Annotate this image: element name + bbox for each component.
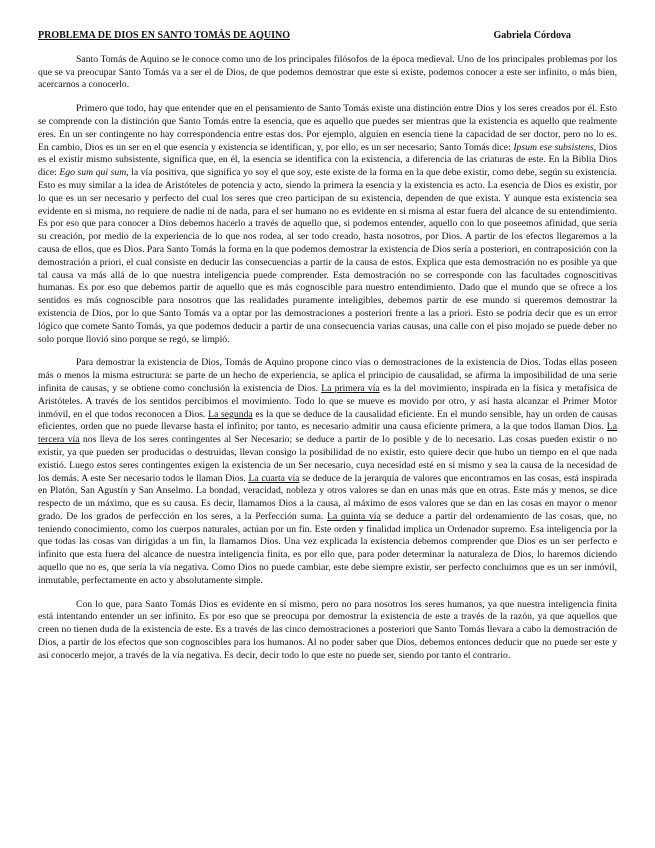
fourth-way-label: La cuarta vía xyxy=(248,472,300,484)
text-run: Para demostrar la existencia de Dios, Tomás de Aquino propone cinco vías o demostraciones de la existencia de Dios. Todas ellas poseen más o menos la misma estructura: se parte de un hecho de experiencia, se aplica el principio de causalidad, se afirma la imposibilidad de una serie infinita de causas, y se obtiene como conclusión la existencia de Dios. xyxy=(38,357,617,394)
latin-quote-ipsum: Ipsum ese subsistens xyxy=(513,141,594,153)
text-run: es la del movimiento, inspirada en la física y metafísica de Aristóteles. A través de los sentidos percibimos el movimiento. Todo lo que se mueve es movido por otro, y así hasta alcanzar el Primer Motor inmóvil, en el que todos reconocen a Dios. xyxy=(38,382,617,420)
text-run: nos lleva de los seres contingentes al Ser Necesario; se deduce a partir de lo posible y de lo necesario. Las cosas pueden existir o no existir, ya que pueden ser producidas o destruidas, llevan consigo la posibilidad de no existir, esto quiere decir que hubo un tiempo en el que nada existió. Luego estos seres contingentes exigen la existencia de un Ser necesario, cuya necesidad esté en sí mismo y sea la causa de la necesidad de los demás. A este Ser necesario todos le llaman Dios. xyxy=(38,434,617,484)
second-way-label: La segunda xyxy=(208,408,253,420)
third-way-label: La tercera vía xyxy=(38,421,617,446)
author-name: Gabriela Córdova xyxy=(493,30,571,41)
text-run: , la vía positiva, que significa yo soy el que soy, este existe de la forma en la que debe existir, como debe, según su existencia. Esto es muy similar a la idea de Aristóteles de potencia y acto, siendo la primera la esencia y la existencia es acto. La esencia de Dios es existir, por lo que es un ser necesario y perfecto del cual los seres que creo participan de su existencia, dependen de que exista. Y aunque esta existencia sea evidente en si misma, no requiere de nadie ni de nada, para el ser humano no es evidente en si misma al estar fuera del alcance de su entendimiento. Es por eso que para conocer a Dios debemos hacerlo a través de aquello que, si podemos entender, aquello con lo que poseemos afinidad, que sería su creación, por medio de la experiencia de lo que nos rodea, al ser todo creado, hasta nosotros, por Dios. A partir de los efectos llegaremos a la causa de ellos, que es Dios. Para Santo Tomás la forma en la que podemos demostrar la existencia de Dios sería a posteriori, en contraposición con la demostración a priori, el cual consiste en deducir las consecuencias a partir de la causa de estos. Explica que esta demostración no es posible ya que tal causa va más allá de lo que nuestra inteligencia puede comprender. Esta demostración no se corresponde con las facultades cognoscitivas humanas. Es por eso que debemos partir de aquello que es más cognoscible para nuestro entendimiento. Dado que el mundo que se ofrece a los sentidos es más cognoscible para nosotros que las realidades puramente inteligibles, debemos partir de ese mundo si queremos demostrar la existencia de Dios, por lo que Santo Tomás va a optar por las demostraciones a posteriori frente a las a priori. Esto se podría decir que es un error lógico que comete Santo Tomás, ya que podemos deducir a partir de una consecuencia varias causas, una calle con el piso mojado se puede deber no solo porque llovió sino porque se regó, se limpió. xyxy=(38,167,617,345)
document-header xyxy=(38,30,617,43)
paragraph-intro: Santo Tomás de Aquino se le conoce como uno de los principales filósofos de la época medieval. Uno de los principales problemas por los que se va preocupar Santo Tomás va a ser el de Dios, de que podemos demostrar que este si existe, podemos conocer a este ser infinito, o más bien, acercarnos a conocerlo. xyxy=(38,53,617,91)
fifth-way-label: La quinta vía xyxy=(327,510,381,522)
text-run: se deduce de la jerarquía de valores que encontramos en las cosas, está inspirada en Platón, San Agustín y San Anselmo. La bondad, veracidad, nobleza y otros valores se dan en unas más que en otras. Este más y menos, se dice respecto de un máximo, que es su causa. Es decir, llamamos Dios a la causa, al máximo de esos valores que se dan en las cosas en mayor o menor grado. De los grados de perfección en los seres, a la Perfección suma. xyxy=(38,472,617,522)
text-run: es la que se deduce de la causalidad eficiente. En el mundo sensible, hay un orden de causas eficientes, orden que no puede llevarse hasta el infinito; por tanto, es necesario admitir una causa eficiente primera, a la que todos llaman Dios. xyxy=(38,408,617,433)
text-run: Primero que todo, hay que entender que en el pensamiento de Santo Tomás existe una distinción entre Dios y los seres creados por él. Esto se comprende con la distinción que Santo Tomás entre la esencia, que es aquello que puedes ser mientras que la existencia es aquello que realmente eres. En un ser contingente no hay correspondencia entre estas dos. Por ejemplo, alguien en esencia tiene la capacidad de ser doctor, pero no lo es. En cambio, Dios es un ser en el que esencia y existencia se identifican, y, por ello, es un ser necesario; Santo Tomás dice: xyxy=(38,103,617,153)
first-way-label: La primera vía xyxy=(321,382,380,394)
paragraph-essence-existence xyxy=(38,103,617,346)
document-title: PROBLEMA DE DIOS EN SANTO TOMÁS DE AQUINO xyxy=(38,30,290,41)
paragraph-five-ways xyxy=(38,357,617,587)
text-run: se deduce a partir del ordenamiento de las cosas, que, no teniendo conocimiento, como los cuerpos naturales, actúan por un fin. Este orden y finalidad implica un Ordenador supremo. Esa inteligencia por la que todas las cosas van dirigidas a un fin, la llamamos Dios. Una vez explicada la existencia debemos comprender que Dios es un ser perfecto e infinito que esta fuera del alcance de nuestra inteligencia finita, es por ello que, para poder determinar la naturaleza de Dios, lo haremos diciendo aquello que no es, que sería la vía negativa. Como Dios no puede cambiar, este debe siempre existir, ser perfecto concluimos que es un ser inmóvil, inmutable, perfectamente en acto y absolutamente simple. xyxy=(38,510,617,586)
document-page xyxy=(38,30,617,674)
latin-quote-ego-sum: Ego sum qui sum xyxy=(59,167,127,179)
paragraph-conclusion: Con lo que, para Santo Tomás Dios es evidente en sí mismo, pero no para nosotros los seres humanos, ya que nuestra inteligencia finita está intentando entender un ser infinito. Es por eso que se preocupa por demostrar la existencia de este a través de la razón, ya que aquellos que creen no tienen duda de la existencia de este. Es a través de las cinco demostraciones a posteriori que Santo Tomás llevara a cabo la demostración de Dios, a partir de los efectos que son cognoscibles para los humanos. Al no poder saber que Dios, debemos entonces deducir que no puede ser este y así conocerlo mejor, a través de la vía negativa. Es decir, decir todo lo que este no puede ser, siendo por tanto el contrario. xyxy=(38,598,617,661)
text-run: , Dios es el existir mismo subsistente, significa que, en él, la esencia se identifica con la existencia, a diferencia de las criaturas de este. En la Biblia Dios dice: xyxy=(38,141,617,179)
